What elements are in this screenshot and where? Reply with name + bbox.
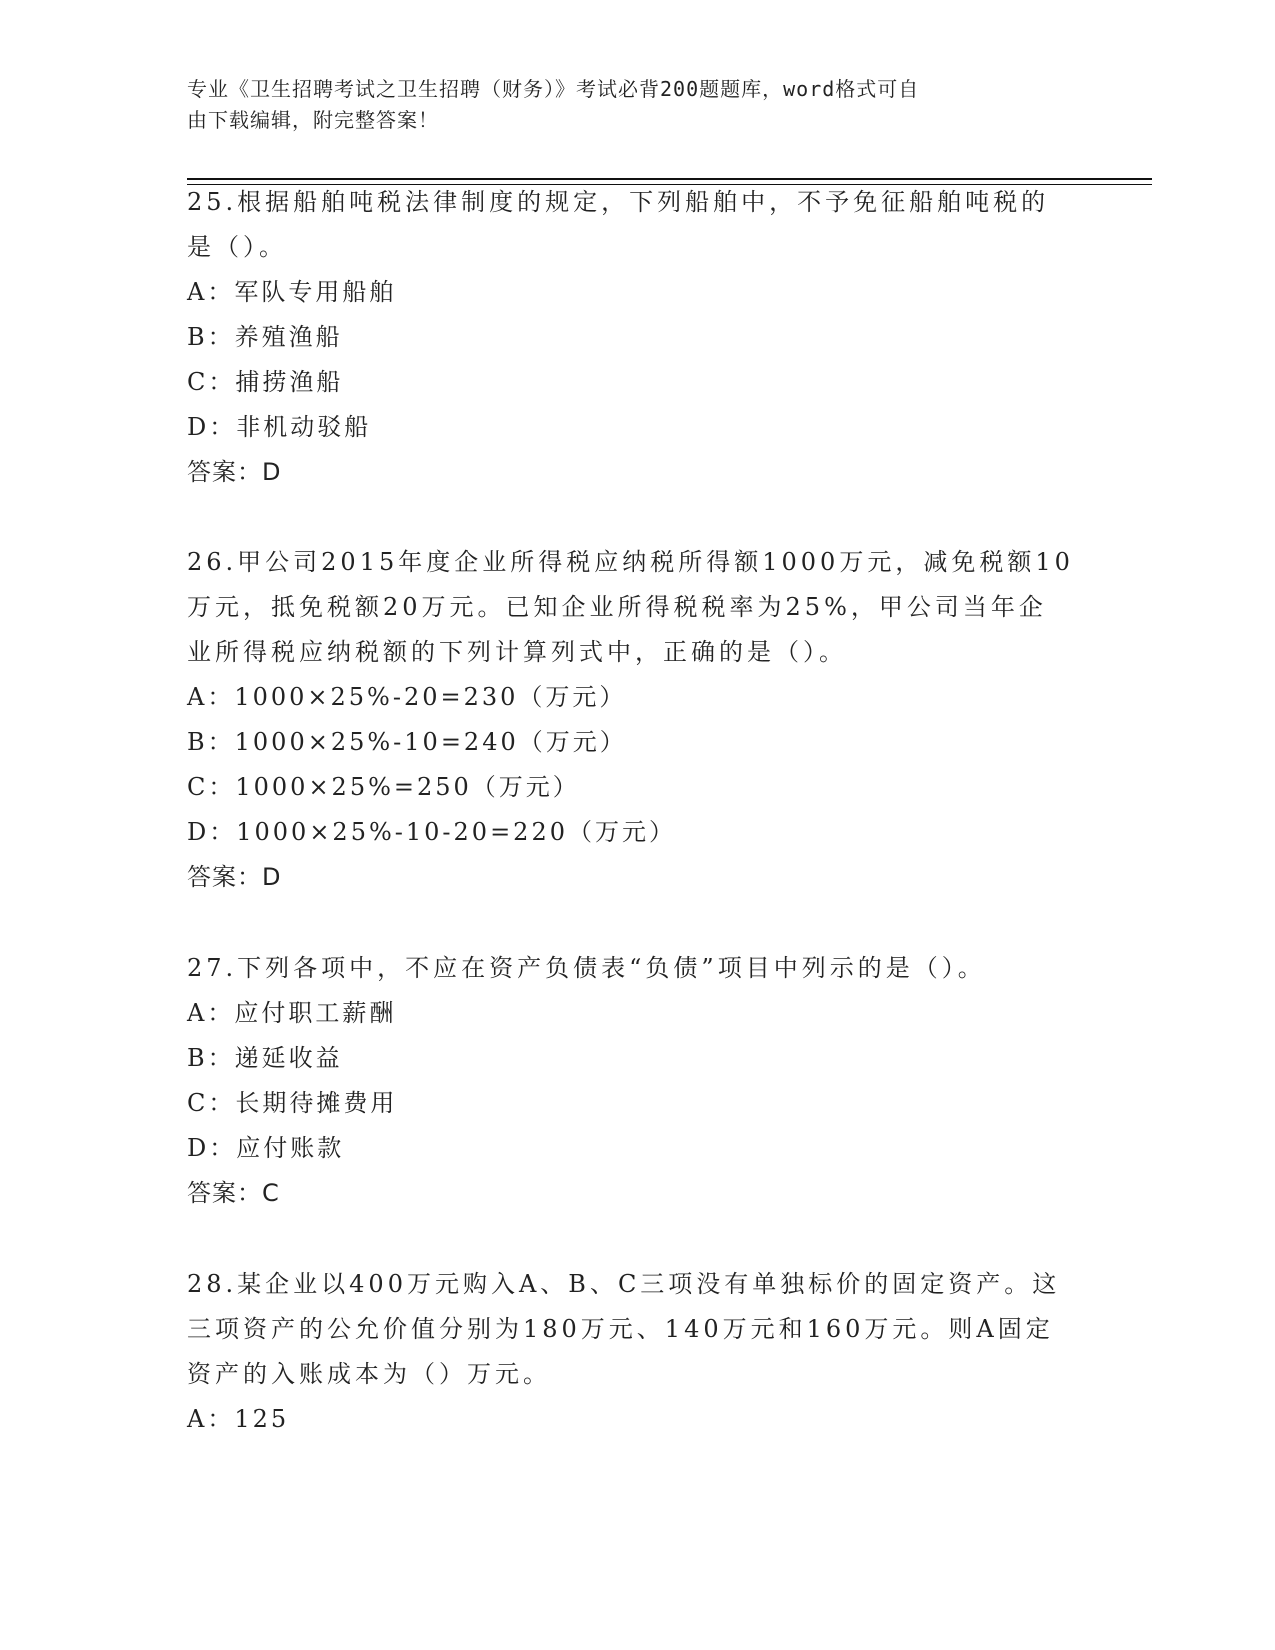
answer: 答案：C [187, 1179, 280, 1207]
option-d: D：非机动驳船 [187, 413, 372, 441]
answer: 答案：D [187, 458, 282, 486]
option-c: C：1000×25%=250（万元） [187, 773, 580, 801]
header-line-1: 专业《卫生招聘考试之卫生招聘（财务）》考试必背200题题库，word格式可自 [187, 77, 920, 101]
option-d: D：应付账款 [187, 1134, 345, 1162]
question-stem-line: 28.某企业以400万元购入A、B、C三项没有单独标价的固定资产。这 [187, 1270, 1061, 1298]
option-c: C：捕捞渔船 [187, 368, 344, 396]
option-a: A：应付职工薪酬 [187, 999, 397, 1027]
option-c: C：长期待摊费用 [187, 1089, 398, 1117]
question-28 [187, 1262, 1087, 1442]
option-b: B：养殖渔船 [187, 323, 343, 351]
question-stem-line: 资产的入账成本为（）万元。 [187, 1360, 551, 1388]
header-line-2: 由下载编辑，附完整答案！ [187, 108, 439, 132]
question-stem-line: 27.下列各项中，不应在资产负债表“负债”项目中列示的是（）。 [187, 954, 986, 982]
option-b: B：递延收益 [187, 1044, 343, 1072]
question-stem-line: 25.根据船舶吨税法律制度的规定，下列船舶中，不予免征船舶吨税的 [187, 188, 1050, 216]
question-stem-line: 万元，抵免税额20万元。已知企业所得税税率为25%，甲公司当年企 [187, 593, 1047, 621]
question-stem-line: 26.甲公司2015年度企业所得税应纳税所得额1000万元，减免税额10 [187, 548, 1074, 576]
option-a: A：125 [187, 1405, 290, 1433]
question-stem-line: 业所得税应纳税额的下列计算列式中，正确的是（）。 [187, 638, 847, 666]
option-b: B：1000×25%-10=240（万元） [187, 728, 627, 756]
option-a: A：军队专用船舶 [187, 278, 397, 306]
question-25 [187, 180, 1087, 495]
document-header [187, 74, 1067, 136]
question-stem-line: 是（）。 [187, 233, 287, 261]
question-stem-line: 三项资产的公允价值分别为180万元、140万元和160万元。则A固定 [187, 1315, 1054, 1343]
question-27 [187, 946, 1087, 1216]
answer: 答案：D [187, 863, 282, 891]
option-d: D：1000×25%-10-20=220（万元） [187, 818, 676, 846]
question-26 [187, 540, 1087, 900]
option-a: A：1000×25%-20=230（万元） [187, 683, 627, 711]
